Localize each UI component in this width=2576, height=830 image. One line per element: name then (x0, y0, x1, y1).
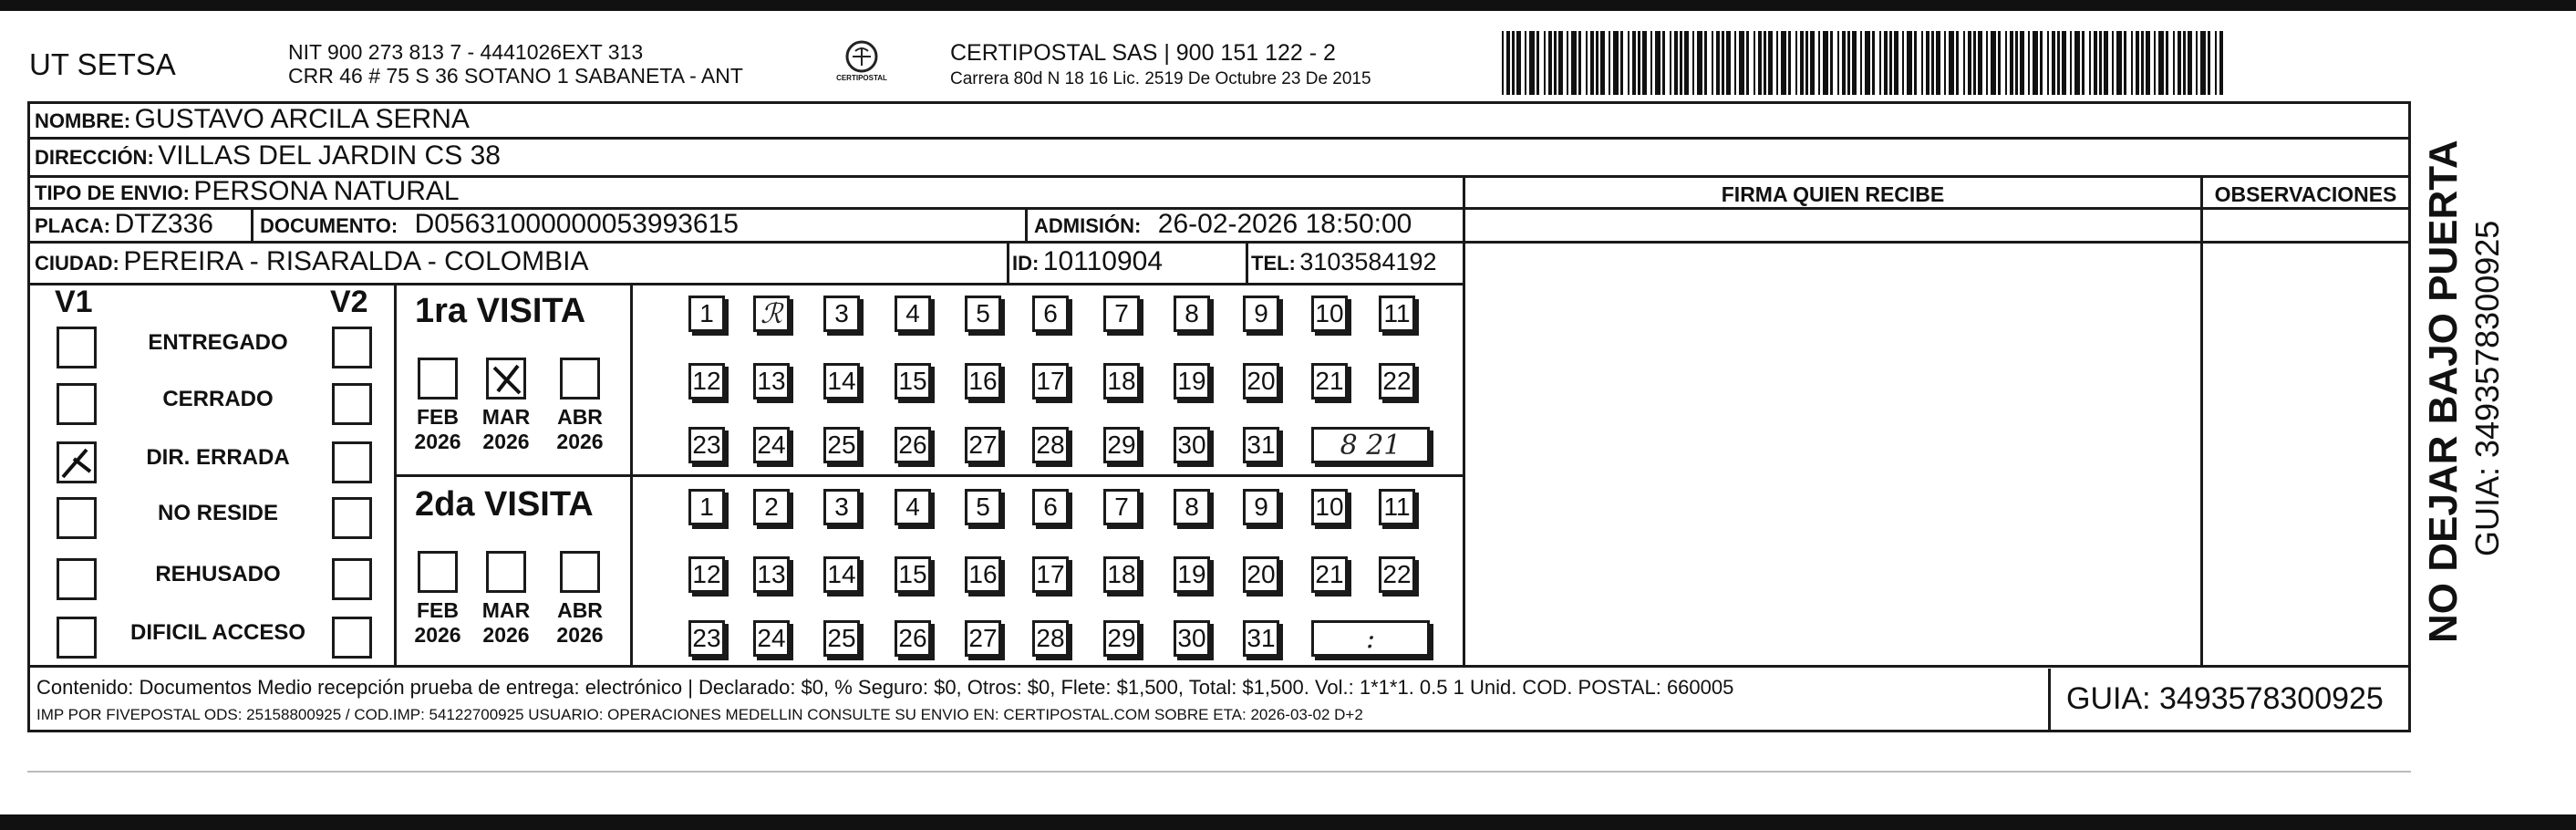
barcode-bar (1716, 31, 1720, 95)
barcode-bar (1548, 31, 1552, 95)
calendar-day[interactable]: 12 (688, 363, 725, 399)
month-label: MAR 2026 (481, 405, 531, 453)
calendar-day[interactable]: 11 (1379, 489, 1415, 525)
frame-right (2408, 101, 2411, 732)
calendar-day[interactable]: 1 (688, 489, 725, 525)
admision-label: ADMISIÓN: (1034, 214, 1142, 237)
barcode-bar (1609, 31, 1610, 95)
month-label: ABR 2026 (556, 405, 604, 453)
placa-value: DTZ336 (114, 209, 213, 239)
calendar-day[interactable]: 3 (823, 489, 860, 525)
calendar-day[interactable]: 2 (753, 489, 790, 525)
barcode-bar (1986, 31, 1988, 95)
bottom-border-band (0, 814, 2576, 830)
barcode-bar (2082, 31, 2085, 95)
calendar-day[interactable]: 25 (823, 620, 860, 657)
ciudad-label: CIUDAD: (35, 252, 119, 275)
barcode-bar (1554, 31, 1557, 95)
frame-left (27, 101, 30, 732)
barcode-bar (2005, 31, 2007, 95)
admision-field (1034, 209, 1412, 240)
certipostal-logo (830, 36, 894, 91)
calendar-day[interactable]: 19 (1174, 363, 1210, 399)
barcode-bar (1704, 31, 1707, 95)
calendar-day[interactable]: 27 (965, 427, 1001, 463)
barcode-bar (1712, 31, 1713, 95)
calendar-day[interactable]: 18 (1103, 363, 1140, 399)
barcode-bar (2015, 31, 2018, 95)
barcode-bar (1544, 31, 1546, 95)
calendar-day[interactable]: 21 (1311, 556, 1348, 593)
v2-checkbox[interactable] (332, 441, 372, 483)
barcode-bar (1502, 31, 1504, 95)
certipostal-line: CERTIPOSTAL SAS | 900 151 122 - 2 (950, 40, 1336, 66)
calendar-day[interactable]: 17 (1032, 556, 1069, 593)
barcode-bar (1884, 31, 1888, 95)
barcode-bar (2033, 31, 2038, 95)
barcode-bar (1662, 31, 1665, 95)
barcode-bar (2089, 31, 2091, 95)
barcode-bar (1674, 31, 1678, 95)
id-label: ID: (1012, 252, 1040, 275)
barcode-bar (1692, 31, 1694, 95)
calendar-day[interactable]: 16 (965, 556, 1001, 593)
barcode-bar (1795, 31, 1797, 95)
barcode-bar (2010, 31, 2013, 95)
calendar-day[interactable]: 4 (895, 296, 931, 332)
direccion-label: DIRECCIÓN: (35, 146, 154, 169)
calendar-day[interactable]: 22 (1379, 363, 1415, 399)
calendar-day[interactable]: 19 (1174, 556, 1210, 593)
side-guia: GUIA: 3493578300925 (2468, 220, 2506, 556)
footer-line-2: IMP POR FIVEPOSTAL ODS: 25158800925 / COD.IMP: 54122700925 USUARIO: OPERACIONES MEDELLIN CONSULTE SU ENVIO EN: CERTIPOSTAL.COM SOBRE ETA: 2026-03-02 D+2 (36, 706, 1363, 723)
barcode-bar (1973, 31, 1976, 95)
barcode-bar (2020, 31, 2024, 95)
v1-checkbox[interactable] (57, 327, 97, 368)
guia-box-value: GUIA: 3493578300925 (2066, 681, 2384, 716)
barcode-bar (1978, 31, 1982, 95)
calendar-day[interactable]: 9 (1243, 489, 1279, 525)
calendar-day[interactable]: 15 (895, 363, 931, 399)
admision-value: 26-02-2026 18:50:00 (1157, 209, 1412, 239)
barcode-bar (2141, 31, 2144, 95)
barcode-bar (1746, 31, 1749, 95)
calendar-day[interactable]: 14 (823, 556, 860, 593)
v1-checkbox[interactable] (57, 558, 97, 600)
calendar-day[interactable]: 28 (1032, 620, 1069, 657)
license-line: Carrera 80d N 18 16 Lic. 2519 De Octubre 23 De 2015 (950, 69, 1371, 88)
barcode-bar (1632, 31, 1636, 95)
tipo-row (35, 176, 460, 207)
calendar-day[interactable]: 31 (1243, 427, 1279, 463)
status-label: DIFICIL ACCESO (129, 620, 305, 645)
barcode-bar (1567, 31, 1568, 95)
v2-checkbox[interactable] (332, 497, 372, 539)
nombre-value: GUSTAVO ARCILA SERNA (134, 104, 470, 134)
barcode-bar (2047, 31, 2049, 95)
barcode-bar (1998, 31, 2001, 95)
calendar-day[interactable]: 30 (1174, 427, 1210, 463)
barcode-bar (1600, 31, 1605, 95)
barcode-icon (1502, 31, 2225, 95)
barcode-bar (2040, 31, 2043, 95)
barcode-bar (1620, 31, 1623, 95)
company-name: UT SETSA (29, 47, 176, 81)
barcode-bar (1936, 31, 1940, 95)
barcode-bar (1525, 31, 1526, 95)
v2-checkbox[interactable] (332, 383, 372, 425)
barcode-bar (1776, 31, 1778, 95)
documento-label: DOCUMENTO: (260, 214, 398, 237)
visit-title: 2da VISITA (415, 485, 594, 524)
tipo-label: TIPO DE ENVIO: (35, 182, 190, 204)
barcode-bar (2173, 31, 2175, 95)
barcode-bar (1536, 31, 1539, 95)
calendar-day[interactable]: 5 (965, 296, 1001, 332)
barcode-bar (2200, 31, 2206, 95)
nit-line: NIT 900 273 813 7 - 4441026EXT 313 (288, 40, 644, 64)
barcode-bar (1670, 31, 1671, 95)
barcode-bar (1655, 31, 1660, 95)
bottom-margin-rule (27, 771, 2411, 773)
barcode-bar (2215, 31, 2217, 95)
barcode-bar (2208, 31, 2210, 95)
calendar-day[interactable]: 13 (753, 556, 790, 593)
barcode-bar (1810, 31, 1815, 95)
barcode-bar (1613, 31, 1619, 95)
tel-value: 3103584192 (1299, 248, 1437, 275)
top-border-band (0, 0, 2576, 11)
calendar-day[interactable]: 15 (895, 556, 931, 593)
barcode-bar (2178, 31, 2181, 95)
calendar-day[interactable]: 6 (1032, 489, 1069, 525)
tel-label: TEL: (1251, 252, 1296, 275)
barcode-bar (1788, 31, 1791, 95)
barcode-bar (1944, 31, 1946, 95)
day-mark: ℛ (760, 297, 782, 330)
barcode-bar (1926, 31, 1929, 95)
barcode-bar (1638, 31, 1640, 95)
barcode-bar (1571, 31, 1577, 95)
barcode-bar (1902, 31, 1904, 95)
barcode-bar (2188, 31, 2192, 95)
barcode-bar (1781, 31, 1786, 95)
month-label: FEB 2026 (414, 598, 461, 647)
calendar-day[interactable]: 27 (965, 620, 1001, 657)
barcode-bar (2166, 31, 2168, 95)
direccion-row (35, 140, 501, 171)
visit-title: 1ra VISITA (415, 292, 586, 330)
frame-bottom (27, 730, 2411, 732)
month-label: ABR 2026 (556, 598, 604, 647)
calendar-day[interactable]: 8 (1174, 296, 1210, 332)
barcode-bar (1578, 31, 1581, 95)
calendar-day[interactable]: 30 (1174, 620, 1210, 657)
barcode-bar (1506, 31, 1510, 95)
status-label: DIR. ERRADA (146, 445, 290, 470)
barcode-bar (1768, 31, 1773, 95)
calendar-day[interactable]: 4 (895, 489, 931, 525)
observaciones-header: OBSERVACIONES (2214, 182, 2397, 206)
barcode-bar (1847, 31, 1850, 95)
calendar-day[interactable]: 23 (688, 620, 725, 657)
barcode-bar (2124, 31, 2126, 95)
v1-checkbox[interactable] (57, 617, 97, 659)
calendar-day[interactable]: 18 (1103, 556, 1140, 593)
nombre-row (35, 104, 470, 135)
v1-checkbox[interactable] (57, 497, 97, 539)
ciudad-value: PEREIRA - RISARALDA - COLOMBIA (123, 246, 589, 276)
barcode-bar (2104, 31, 2108, 95)
barcode-bar (1956, 31, 1959, 95)
barcode-bar (1931, 31, 1934, 95)
calendar-day[interactable]: 8 (1174, 489, 1210, 525)
barcode-bar (1889, 31, 1892, 95)
barcode-bar (1879, 31, 1881, 95)
v2-checkbox[interactable] (332, 617, 372, 659)
placa-label: PLACA: (35, 214, 111, 237)
month-label: MAR 2026 (481, 598, 531, 647)
calendar-day[interactable]: 29 (1103, 427, 1140, 463)
barcode-bar (2070, 31, 2072, 95)
v2-label: V2 (330, 285, 368, 319)
barcode-bar (1650, 31, 1652, 95)
barcode-bar (1823, 31, 1828, 95)
barcode-bar (1684, 31, 1689, 95)
status-label: CERRADO (162, 387, 274, 411)
barcode-bar (1642, 31, 1647, 95)
calendar-day[interactable]: 10 (1311, 296, 1348, 332)
barcode-bar (2112, 31, 2114, 95)
calendar-day[interactable]: 28 (1032, 427, 1069, 463)
barcode-bar (1697, 31, 1702, 95)
barcode-bar (2131, 31, 2133, 95)
status-label: REHUSADO (155, 562, 281, 586)
barcode-bar (1894, 31, 1898, 95)
barcode-bar (1512, 31, 1515, 95)
barcode-bar (2146, 31, 2150, 95)
footer-line-1: Contenido: Documentos Medio recepción prueba de entrega: electrónico | Declarado: $0, % Seguro: $0, Otros: $0, Flete: $1,500, Total: $1,500. Vol.: 1*1*1. 0.5 1 Unid. COD. POSTAL: 660005 (36, 676, 1734, 699)
calendar-day[interactable]: 24 (753, 620, 790, 657)
barcode-bar (1739, 31, 1744, 95)
barcode-bar (1586, 31, 1588, 95)
barcode-bar (2099, 31, 2102, 95)
barcode-bar (1758, 31, 1762, 95)
barcode-bar (1907, 31, 1912, 95)
side-warning: NO DEJAR BAJO PUERTA (2421, 140, 2466, 643)
tipo-value: PERSONA NATURAL (193, 176, 460, 206)
barcode-bar (2052, 31, 2055, 95)
firma-header: FIRMA QUIEN RECIBE (1721, 182, 1945, 206)
id-field (1012, 246, 1163, 277)
documento-value: D05631000000053993615 (414, 209, 739, 239)
barcode-bar (1726, 31, 1731, 95)
visit-time-value: 8 21 (1340, 429, 1402, 462)
calendar-day[interactable]: 3 (823, 296, 860, 332)
barcode-bar (2116, 31, 2122, 95)
barcode-bar (2183, 31, 2186, 95)
month-checkbox[interactable] (486, 551, 526, 593)
calendar-day[interactable]: 13 (753, 363, 790, 399)
v2-checkbox[interactable] (332, 558, 372, 600)
barcode-bar (1800, 31, 1804, 95)
calendar-day[interactable]: 7 (1103, 296, 1140, 332)
month-checkbox[interactable] (418, 551, 458, 593)
barcode-bar (1860, 31, 1862, 95)
calendar-day[interactable]: 20 (1243, 363, 1279, 399)
month-checkbox[interactable] (418, 358, 458, 399)
barcode-bar (2057, 31, 2060, 95)
barcode-bar (1680, 31, 1682, 95)
documento-field (260, 209, 739, 240)
check-mark-icon (59, 444, 96, 482)
calendar-day[interactable]: 17 (1032, 363, 1069, 399)
barcode-bar (1529, 31, 1535, 95)
certipostal-logo-icon (830, 36, 894, 91)
calendar-day[interactable]: 26 (895, 620, 931, 657)
month-label: FEB 2026 (414, 405, 461, 453)
barcode-bar (2074, 31, 2080, 95)
calendar-day[interactable]: 29 (1103, 620, 1140, 657)
check-mark-icon (489, 360, 525, 399)
barcode-bar (2196, 31, 2198, 95)
barcode-bar (2062, 31, 2066, 95)
barcode-bar (1842, 31, 1846, 95)
v2-checkbox[interactable] (332, 327, 372, 368)
calendar-day[interactable]: 5 (965, 489, 1001, 525)
calendar-day[interactable]: 11 (1379, 296, 1415, 332)
barcode-bar (1963, 31, 1965, 95)
calendar-day[interactable]: 31 (1243, 620, 1279, 657)
barcode-bar (1949, 31, 1954, 95)
barcode-bar (1516, 31, 1521, 95)
direccion-value: VILLAS DEL JARDIN CS 38 (158, 140, 501, 171)
calendar-day[interactable]: 26 (895, 427, 931, 463)
calendar-day[interactable]: 21 (1311, 363, 1348, 399)
barcode-bar (2136, 31, 2139, 95)
barcode-bar (1852, 31, 1857, 95)
visit-time-field[interactable] (1311, 620, 1430, 657)
calendar-day[interactable]: 10 (1311, 489, 1348, 525)
calendar-day[interactable]: 12 (688, 556, 725, 593)
barcode-bar (1805, 31, 1808, 95)
visit-time-field[interactable] (1311, 427, 1430, 463)
calendar-day[interactable]: 20 (1243, 556, 1279, 593)
month-checkbox[interactable] (486, 358, 526, 399)
barcode-bar (1596, 31, 1598, 95)
tel-field (1251, 248, 1437, 276)
barcode-bar (1968, 31, 1971, 95)
id-value: 10110904 (1042, 246, 1164, 276)
barcode-bar (2219, 31, 2223, 95)
barcode-bar (1830, 31, 1833, 95)
barcode-bar (1865, 31, 1870, 95)
barcode-bar (1921, 31, 1923, 95)
barcode-bar (1558, 31, 1563, 95)
month-checkbox[interactable] (560, 551, 600, 593)
ciudad-field (35, 246, 588, 277)
calendar-day[interactable]: 24 (753, 427, 790, 463)
barcode-bar (1590, 31, 1594, 95)
placa-field (35, 209, 213, 240)
month-checkbox[interactable] (560, 358, 600, 399)
barcode-bar (2028, 31, 2030, 95)
nombre-label: NOMBRE: (35, 109, 131, 132)
barcode-bar (1754, 31, 1755, 95)
status-label: ENTREGADO (148, 330, 288, 355)
v1-checkbox[interactable] (57, 441, 97, 483)
barcode-bar (2094, 31, 2097, 95)
barcode-bar (1628, 31, 1629, 95)
barcode-bar (1914, 31, 1917, 95)
calendar-day[interactable]: 14 (823, 363, 860, 399)
calendar-day[interactable]: 6 (1032, 296, 1069, 332)
calendar-day[interactable]: 16 (965, 363, 1001, 399)
barcode-bar (1872, 31, 1875, 95)
calendar-day[interactable]: 22 (1379, 556, 1415, 593)
barcode-bar (2158, 31, 2164, 95)
barcode-bar (2154, 31, 2156, 95)
barcode-bar (1734, 31, 1736, 95)
calendar-day[interactable]: 1 (688, 296, 725, 332)
calendar-day[interactable] (753, 296, 790, 332)
barcode-bar (1991, 31, 1996, 95)
calendar-day[interactable]: 7 (1103, 489, 1140, 525)
logo-text: CERTIPOSTAL (836, 74, 887, 82)
barcode-bar (1818, 31, 1820, 95)
v1-label: V1 (55, 285, 93, 319)
v1-checkbox[interactable] (57, 383, 97, 425)
calendar-day[interactable]: 23 (688, 427, 725, 463)
barcode-bar (1837, 31, 1839, 95)
barcode-bar (1722, 31, 1724, 95)
calendar-day[interactable]: 25 (823, 427, 860, 463)
calendar-day[interactable]: 9 (1243, 296, 1279, 332)
barcode-bar (1764, 31, 1766, 95)
address-line: CRR 46 # 75 S 36 SOTANO 1 SABANETA - ANT (288, 64, 743, 88)
visit-time-value: : (1365, 622, 1376, 655)
status-label: NO RESIDE (157, 501, 279, 525)
